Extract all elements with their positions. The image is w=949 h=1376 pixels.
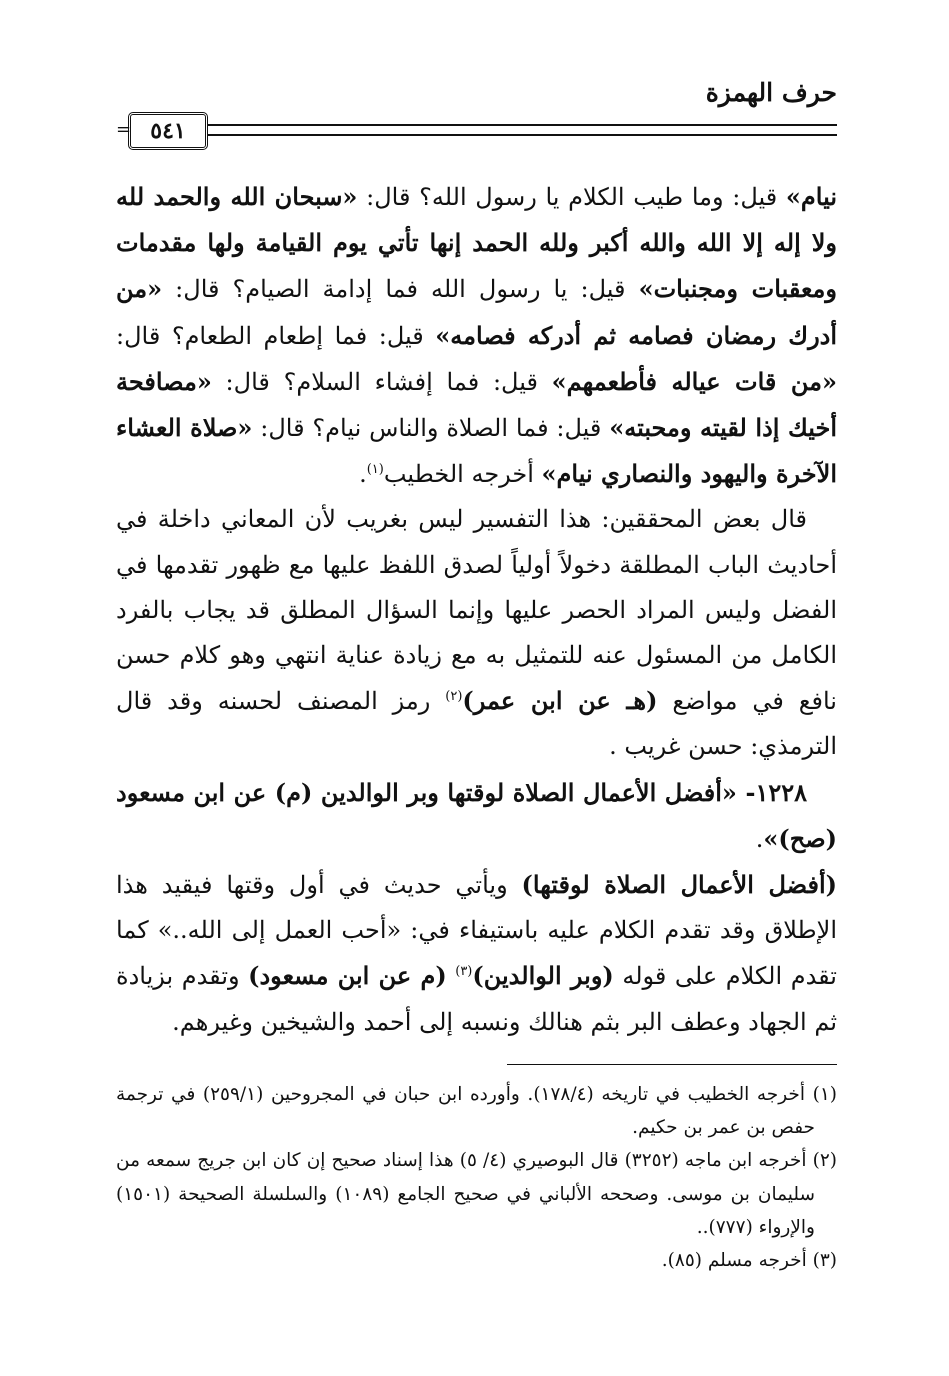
explanation-text: وتقدم بزيادة ثم الجهاد وعطف البر بثم هنالك ونسبه إلى أحمد والشيخين وغيرهم.	[116, 962, 837, 1036]
narrative-text: قيل: فما الصلاة والناس نيام؟ قال:	[252, 414, 610, 443]
footnote-2: (٢) أخرجه ابن ماجه (٣٢٥٢) قال البوصيري (٤/ ٥) هذا إسناد صحيح إن كان ابن جريج سمعه من سليمان بن موسى. وصححه الألباني في صحيح الجامع (١٠٨٩) والسلسلة الصحيحة (١٥٠١) والإرواء (٧٧٧)..	[116, 1150, 837, 1238]
footnotes	[116, 1078, 837, 1277]
header-rule-end: =	[116, 119, 132, 140]
narrative-text: قيل: فما إطعام الطعام؟ قال:	[116, 321, 436, 350]
hadith-heading-1228	[116, 770, 837, 862]
hadith-text: ١٢٢٨- «أفضل الأعمال الصلاة لوقتها وبر الوالدين (م) عن ابن مسعود (صح)»	[116, 777, 837, 853]
commentary-text: قال بعض المحققين: هذا التفسير ليس بغريب لأن المعاني داخلة في أحاديث الباب المطلقة دخولاً أولياً لصدق اللفظ عليها مع ظهور تقدمها في الفضل وليس المراد الحصر عليها وإنما السؤال المطلق قد يجاب بالفرد الكامل من المسئول عنه للتمثيل به مع زيادة عناية انتهي وهو كلام حسن نافع في مواضع	[116, 505, 837, 716]
quote-text: «سبحان الله والحمد لله ولا إله إلا الله والله أكبر ولله الحمد إنها تأتي يوم القيامة ولها مقدمات ومعقبات ومجنبات»	[116, 182, 837, 304]
footnote-3: (٣) أخرجه مسلم (٨٥).	[661, 1250, 837, 1272]
page-number: ٥٤١	[128, 112, 208, 150]
quote-text: «من أدرك رمضان فصامه ثم أدركه فصامه»	[116, 274, 838, 350]
paragraph-explanation	[116, 862, 837, 1045]
explanation-text: ويأتي حديث في أول وقتها فيقيد هذا الإطلاق وقد تقدم الكلام عليه باستيفاء في: «أحب العمل إلى الله..» كما تقدم الكلام على قوله	[116, 871, 838, 991]
main-text	[116, 174, 837, 1045]
footnote-ref: (٢)	[445, 689, 463, 705]
commentary-text: رمز المصنف لحسنه وقد قال الترمذي: حسن غريب .	[116, 687, 837, 761]
narrative-text: قيل: وما طيب الكلام يا رسول الله؟ قال:	[357, 183, 786, 211]
footnote-separator	[507, 1064, 837, 1065]
quote-text: «من قات عياله فأطعمهم»	[551, 366, 837, 396]
paragraph-commentary	[116, 497, 837, 769]
footnote-1: (١) أخرجه الخطيب في تاريخه (١٧٨/٤). وأورده ابن حبان في المجروحين (٢٥٩/١) في ترجمة حفص بن عمر بن حكيم.	[116, 1084, 837, 1139]
quote-text: نيام»	[785, 182, 837, 211]
hadith-end: .	[755, 824, 764, 853]
narrative-text: قيل: فما إفشاء السلام؟ قال:	[211, 367, 552, 396]
footnote-ref: (٣)	[455, 964, 473, 980]
narrative-text: قيل: يا رسول الله فما إدامة الصيام؟ قال:	[162, 275, 639, 304]
paragraph-hadith-continuation	[116, 174, 837, 497]
source-code: (هـ عن ابن عمر)	[462, 686, 658, 716]
narrative-text: أخرجه الخطيب	[383, 460, 542, 489]
quote-text: (أفضل الأعمال الصلاة لوقتها)	[521, 870, 837, 900]
quote-text: «صلاة العشاء الآخرة واليهود والنصاري نيام»	[116, 413, 837, 489]
running-title: حرف الهمزة	[705, 78, 837, 107]
header-rule	[208, 124, 837, 136]
narrative-text: .	[359, 460, 367, 489]
quote-text: (وبر الوالدين)	[472, 961, 614, 991]
footnote-ref: (١)	[366, 462, 384, 478]
quote-text: «مصافحة أخيك إذا لقيته ومحبته»	[116, 366, 837, 443]
source-code: (م عن ابن مسعود)	[248, 961, 447, 991]
